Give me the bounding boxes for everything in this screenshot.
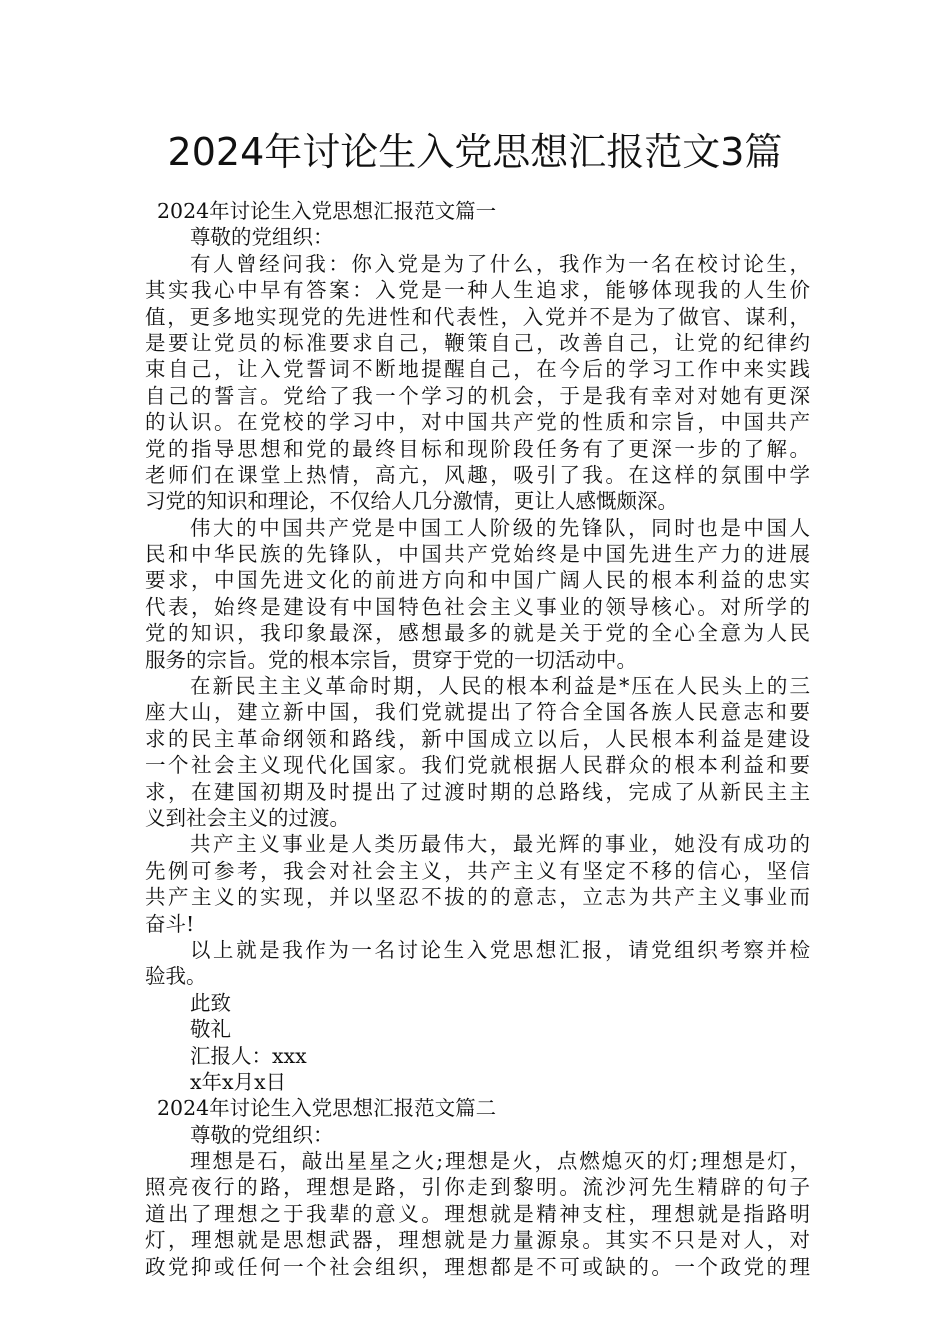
paragraph-first-line: 以上就是我作为一名讨论生入党思想汇报，请党组织考察并检: [190, 937, 810, 962]
paragraph-line: 老师们在课堂上热情，高亢，风趣，吸引了我。在这样的氛围中学: [145, 462, 810, 487]
text-line: 汇报人：xxx: [190, 1043, 307, 1068]
paragraph-first-line: 有人曾经问我：你入党是为了什么，我作为一名在校讨论生，: [190, 251, 810, 276]
text-line: 尊敬的党组织：: [190, 225, 334, 250]
text-line: 此致: [190, 990, 231, 1015]
document-body: [145, 198, 810, 1280]
paragraph-line: 道出了理想之于我辈的意义。理想就是精神支柱，理想就是指路明: [145, 1201, 810, 1226]
paragraph-first-line: 共产主义事业是人类历最伟大，最光辉的事业，她没有成功的: [190, 832, 810, 857]
paragraph-line: 政党抑或任何一个社会组织，理想都是不可或缺的。一个政党的理: [145, 1254, 810, 1279]
text-line: 服务的宗旨。党的根本宗旨，贯穿于党的一切活动中。: [145, 647, 637, 672]
paragraph-line: 其实我心中早有答案：入党是一种人生追求，能够体现我的人生价: [145, 278, 810, 303]
paragraph-line: 党的知识，我印象最深，感想最多的就是关于党的全心全意为人民: [145, 621, 810, 646]
paragraph-line: 求，在建国初期及时提出了过渡时期的总路线，完成了从新民主主: [145, 779, 810, 804]
text-line: 敬礼: [190, 1017, 231, 1042]
text-line: 习党的知识和理论，不仅给人几分激情，更让人感慨颇深。: [145, 489, 678, 514]
section-heading: 2024年讨论生入党思想汇报范文篇二: [157, 1096, 497, 1121]
text-line: 验我。: [145, 964, 207, 989]
paragraph-first-line: 理想是石，敲出星星之火;理想是火，点燃熄灭的灯;理想是灯，: [190, 1149, 810, 1174]
paragraph-first-line: 伟大的中国共产党是中国工人阶级的先锋队，同时也是中国人: [190, 515, 810, 540]
paragraph-line: 要求，中国先进文化的前进方向和中国广阔人民的根本利益的忠实: [145, 568, 810, 593]
paragraph-line: 自己的誓言。党给了我一个学习的机会，于是我有幸对对她有更深: [145, 383, 810, 408]
section-heading: 2024年讨论生入党思想汇报范文篇一: [157, 199, 497, 223]
text-line: x年x月x日: [190, 1069, 287, 1094]
paragraph-line: 照亮夜行的路，理想是路，引你走到黎明。流沙河先生精辟的句子: [145, 1175, 810, 1200]
paragraph-line: 灯，理想就是思想武器，理想就是力量源泉。其实不只是对人，对: [145, 1228, 810, 1253]
paragraph-line: 值，更多地实现党的先进性和代表性，入党并不是为了做官、谋利，: [145, 304, 810, 329]
paragraph-line: 束自己，让入党誓词不断地提醒自己，在今后的学习工作中来实践: [145, 357, 810, 382]
paragraph-line: 是要让党员的标准要求自己，鞭策自己，改善自己，让党的纪律约: [145, 330, 810, 355]
paragraph-line: 民和中华民族的先锋队，中国共产党始终是中国先进生产力的进展: [145, 542, 810, 567]
paragraph-line: 共产主义的实现，并以坚忍不拔的的意志，立志为共产主义事业而: [145, 885, 810, 910]
text-line: 奋斗!: [145, 911, 195, 936]
text-line: 尊敬的党组织：: [190, 1122, 334, 1147]
paragraph-line: 的认识。在党校的学习中，对中国共产党的性质和宗旨，中国共产: [145, 410, 810, 435]
paragraph-line: 代表，始终是建设有中国特色社会主义事业的领导核心。对所学的: [145, 594, 810, 619]
paragraph-line: 党的指导思想和党的最终目标和现阶段任务有了更深一步的了解。: [145, 436, 810, 461]
paragraph-line: 座大山，建立新中国，我们党就提出了符合全国各族人民意志和要: [145, 700, 810, 725]
paragraph-line: 求的民主革命纲领和路线，新中国成立以后，人民根本利益是建设: [145, 726, 810, 751]
paragraph-first-line: 在新民主主义革命时期，人民的根本利益是*压在人民头上的三: [190, 674, 810, 699]
paragraph-line: 一个社会主义现代化国家。我们党就根据人民群众的根本利益和要: [145, 753, 810, 778]
text-line: 义到社会主义的过渡。: [145, 805, 350, 830]
document-title: 2024年讨论生入党思想汇报范文3篇: [167, 130, 783, 174]
paragraph-line: 先例可参考，我会对社会主义，共产主义有坚定不移的信心，坚信: [145, 858, 810, 883]
